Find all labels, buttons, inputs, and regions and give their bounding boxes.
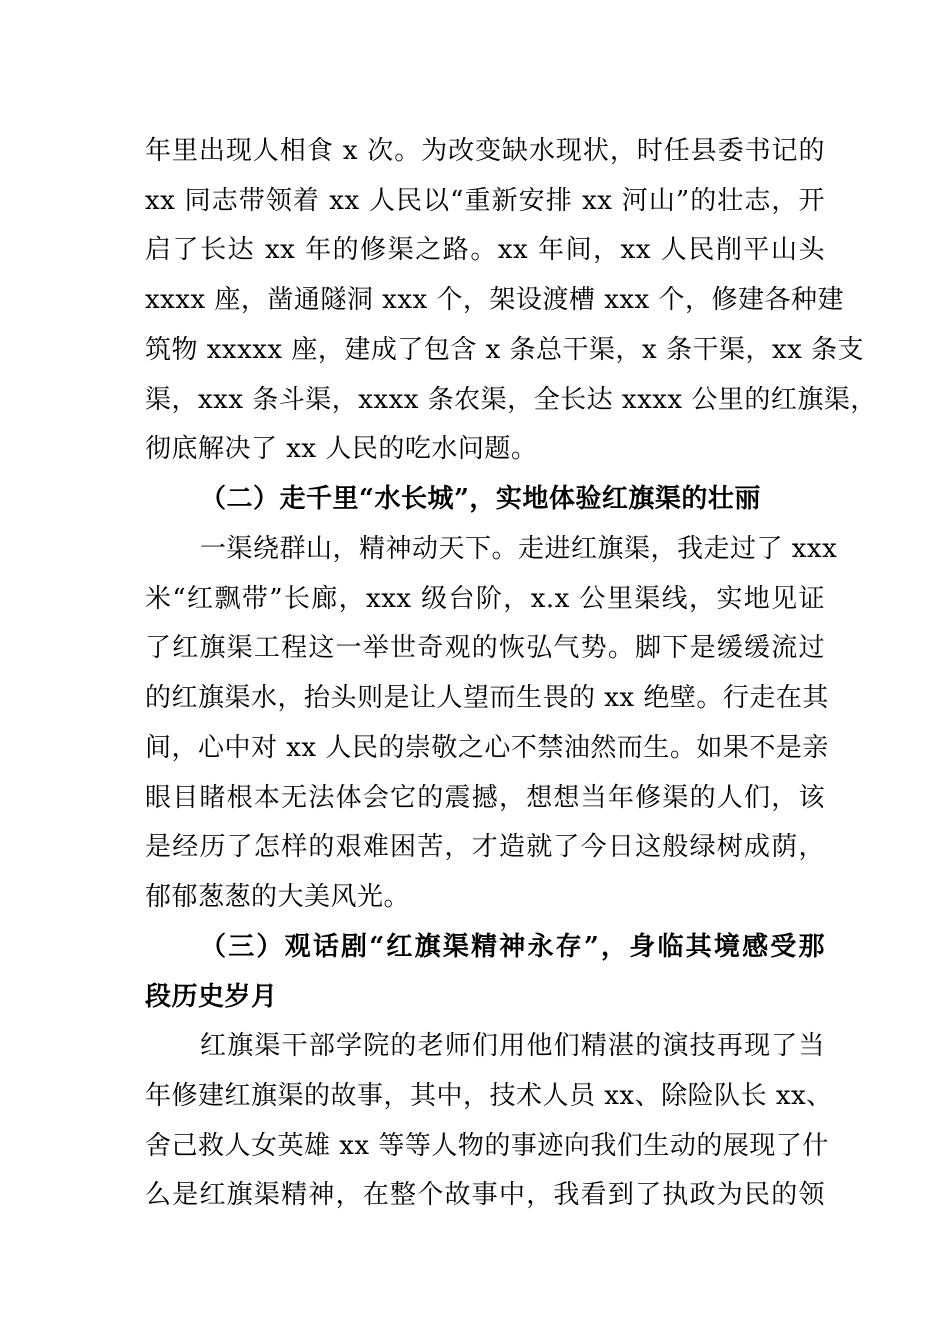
text-line: 的红旗渠水，抬头则是让人望而生畏的 xx 绝壁。行走在其 [145, 683, 829, 713]
text-line: 筑物 xxxxx 座，建成了包含 x 条总干渠，x 条干渠，xx 条支 [145, 335, 865, 365]
text-line: 年修建红旗渠的故事，其中，技术人员 xx、除险队长 xx、 [145, 1081, 833, 1111]
text-line: 是经历了怎样的艰难困苦，才造就了今日这般绿树成荫， [145, 832, 825, 862]
text-line: 间，心中对 xx 人民的崇敬之心不禁油然而生。如果不是亲 [145, 733, 829, 763]
text-line: 郁郁葱葱的大美风光。 [145, 882, 411, 912]
section-heading-2: （二）走千里“水长城”，实地体验红旗渠的壮丽 [200, 484, 761, 514]
text-line: 舍己救人女英雄 xx 等等人物的事迹向我们生动的展现了什 [145, 1131, 829, 1161]
heading-line: （三）观话剧“红旗渠精神永存”，身临其境感受那 [200, 932, 825, 962]
text-line: 米“红飘带”长廊，xxx 级台阶，x.x 公里渠线，实地见证 [145, 584, 825, 614]
text-line: 眼目睹根本无法体会它的震撼，想想当年修渠的人们，该 [145, 783, 825, 813]
text-line: 了红旗渠工程这一举世奇观的恢弘气势。脚下是缓缓流过 [145, 633, 825, 663]
heading-line: 段历史岁月 [145, 982, 278, 1012]
text-line: 红旗渠干部学院的老师们用他们精湛的演技再现了当 [200, 1031, 825, 1061]
text-line: 启了长达 xx 年的修渠之路。xx 年间，xx 人民削平山头 [145, 235, 825, 265]
text-line: 年里出现人相食 x 次。为改变缺水现状，时任县委书记的 [145, 136, 825, 166]
text-line: xx 同志带领着 xx 人民以“重新安排 xx 河山”的壮志，开 [145, 186, 825, 216]
text-line: 彻底解决了 xx 人民的吃水问题。 [145, 434, 538, 464]
text-line: 一渠绕群山，精神动天下。走进红旗渠，我走过了 xxx [200, 534, 838, 564]
text-line: 么是红旗渠精神，在整个故事中，我看到了执政为民的领 [145, 1180, 825, 1210]
text-line: xxxx 座，凿通隧洞 xxx 个，架设渡槽 xxx 个，修建各种建 [145, 285, 844, 315]
text-line: 渠，xxx 条斗渠，xxxx 条农渠，全长达 xxxx 公里的红旗渠， [145, 385, 877, 415]
